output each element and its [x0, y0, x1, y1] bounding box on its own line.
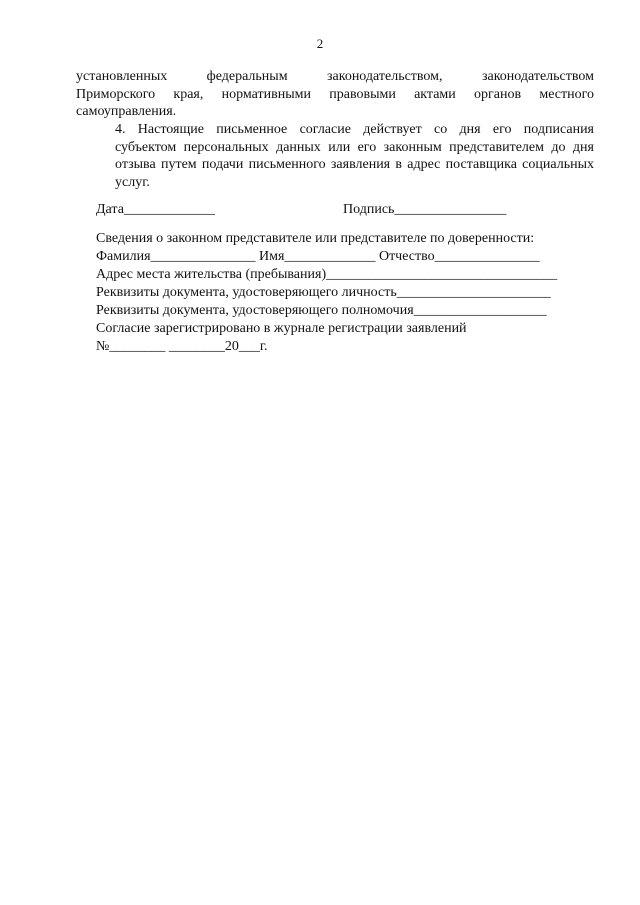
paragraph-legislation	[76, 68, 594, 121]
paragraph-line: услуг.	[115, 174, 150, 190]
registration-number-field[interactable]: №________ ________20___г.	[96, 339, 268, 354]
paragraph-line: отзыва путем подачи письменного заявления в адрес поставщика социальных	[115, 157, 594, 173]
page-number: 2	[316, 36, 324, 51]
representative-heading: Сведения о законном представителе или представителе по доверенности:	[96, 231, 535, 246]
date-field[interactable]: Дата_____________	[96, 202, 215, 217]
paragraph-line: 4. Настоящие письменное согласие действует со дня его подписания	[115, 122, 594, 137]
date-signature-row	[96, 201, 536, 219]
authority-document-field[interactable]: Реквизиты документа, удостоверяющего полномочия___________________	[96, 303, 547, 318]
paragraph-consent-validity	[76, 121, 594, 191]
representative-name-field[interactable]: Фамилия_______________ Имя_____________ Отчество_______________	[96, 249, 540, 264]
signature-field[interactable]: Подпись________________	[343, 202, 507, 217]
paragraph-line: Приморского края, нормативными правовыми актами органов местного	[76, 86, 594, 102]
paragraph-line: самоуправления.	[76, 104, 177, 120]
representative-address-field[interactable]: Адрес места жительства (пребывания)_________________________________	[96, 267, 558, 282]
representative-info-block	[96, 230, 596, 338]
paragraph-line: субъектом персональных данных или его законным представителем до дня	[115, 139, 594, 155]
paragraph-line: установленных федеральным законодательством, законодательством	[76, 69, 594, 84]
identity-document-field[interactable]: Реквизиты документа, удостоверяющего личность______________________	[96, 285, 551, 300]
registration-note: Согласие зарегистрировано в журнале регистрации заявлений	[96, 321, 467, 336]
